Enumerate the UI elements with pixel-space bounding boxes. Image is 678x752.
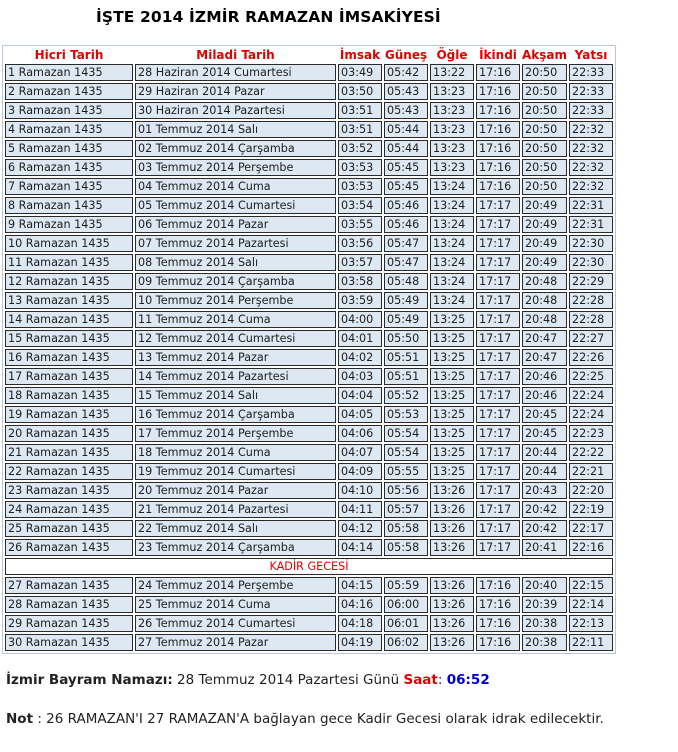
cell-ogle: 13:26	[430, 482, 474, 499]
cell-ogle: 13:26	[430, 577, 474, 594]
cell-yatsi: 22:25	[569, 368, 613, 385]
cell-yatsi: 22:23	[569, 425, 613, 442]
cell-gunes: 05:44	[384, 140, 428, 157]
header-aksam: Akşam	[522, 48, 568, 62]
cell-yatsi: 22:24	[569, 387, 613, 404]
cell-miladi: 25 Temmuz 2014 Cuma	[135, 596, 336, 613]
cell-gunes: 05:44	[384, 121, 428, 138]
cell-miladi: 11 Temmuz 2014 Cuma	[135, 311, 336, 328]
header-imsak: İmsak	[339, 48, 381, 62]
cell-hicri: 19 Ramazan 1435	[5, 406, 133, 423]
table-row	[5, 425, 613, 442]
cell-ikindi: 17:17	[476, 216, 520, 233]
cell-hicri: 25 Ramazan 1435	[5, 520, 133, 537]
cell-ikindi: 17:16	[476, 83, 520, 100]
cell-yatsi: 22:15	[569, 577, 613, 594]
cell-ogle: 13:24	[430, 273, 474, 290]
cell-miladi: 24 Temmuz 2014 Perşembe	[135, 577, 336, 594]
cell-miladi: 20 Temmuz 2014 Pazar	[135, 482, 336, 499]
cell-aksam: 20:48	[522, 311, 567, 328]
cell-aksam: 20:38	[522, 634, 567, 651]
cell-imsak: 03:59	[338, 292, 382, 309]
note-label: Not	[6, 711, 34, 727]
cell-yatsi: 22:29	[569, 273, 613, 290]
cell-imsak: 04:10	[338, 482, 382, 499]
cell-gunes: 05:46	[384, 197, 428, 214]
cell-hicri: 2 Ramazan 1435	[5, 83, 133, 100]
table-row	[5, 520, 613, 537]
cell-aksam: 20:50	[522, 121, 567, 138]
cell-ikindi: 17:16	[476, 140, 520, 157]
cell-imsak: 04:09	[338, 463, 382, 480]
cell-hicri: 18 Ramazan 1435	[5, 387, 133, 404]
cell-imsak: 03:50	[338, 83, 382, 100]
cell-gunes: 05:47	[384, 254, 428, 271]
cell-gunes: 05:54	[384, 444, 428, 461]
cell-aksam: 20:41	[522, 539, 567, 556]
cell-ogle: 13:24	[430, 235, 474, 252]
cell-aksam: 20:50	[522, 159, 567, 176]
cell-gunes: 05:49	[384, 311, 428, 328]
cell-gunes: 05:46	[384, 216, 428, 233]
cell-yatsi: 22:28	[569, 311, 613, 328]
cell-gunes: 05:47	[384, 235, 428, 252]
table-row	[5, 311, 613, 328]
cell-miladi: 21 Temmuz 2014 Pazartesi	[135, 501, 336, 518]
cell-hicri: 8 Ramazan 1435	[5, 197, 133, 214]
cell-aksam: 20:49	[522, 216, 567, 233]
cell-aksam: 20:47	[522, 349, 567, 366]
cell-gunes: 05:48	[384, 273, 428, 290]
cell-aksam: 20:50	[522, 64, 567, 81]
cell-imsak: 03:55	[338, 216, 382, 233]
bayram-date: 28 Temmuz 2014 Pazartesi Günü	[177, 672, 400, 688]
cell-miladi: 06 Temmuz 2014 Pazar	[135, 216, 336, 233]
cell-miladi: 22 Temmuz 2014 Salı	[135, 520, 336, 537]
cell-aksam: 20:50	[522, 83, 567, 100]
cell-ikindi: 17:17	[476, 311, 520, 328]
cell-gunes: 05:50	[384, 330, 428, 347]
cell-imsak: 04:18	[338, 615, 382, 632]
table-row	[5, 159, 613, 176]
cell-yatsi: 22:31	[569, 216, 613, 233]
table-row	[5, 83, 613, 100]
table-row	[5, 596, 613, 613]
cell-gunes: 05:57	[384, 501, 428, 518]
cell-gunes: 06:01	[384, 615, 428, 632]
header-yatsi: Yatsı	[569, 48, 613, 62]
cell-ogle: 13:26	[430, 501, 474, 518]
note-paragraph	[6, 710, 606, 729]
table-row	[5, 216, 613, 233]
kadir-row-group	[5, 558, 613, 575]
cell-gunes: 05:45	[384, 178, 428, 195]
cell-miladi: 02 Temmuz 2014 Çarşamba	[135, 140, 336, 157]
cell-imsak: 03:57	[338, 254, 382, 271]
cell-ogle: 13:25	[430, 463, 474, 480]
table-row	[5, 539, 613, 556]
cell-ogle: 13:25	[430, 330, 474, 347]
cell-gunes: 05:43	[384, 102, 428, 119]
cell-yatsi: 22:21	[569, 463, 613, 480]
cell-hicri: 26 Ramazan 1435	[5, 539, 133, 556]
cell-gunes: 05:58	[384, 520, 428, 537]
cell-hicri: 20 Ramazan 1435	[5, 425, 133, 442]
cell-hicri: 21 Ramazan 1435	[5, 444, 133, 461]
cell-ikindi: 17:16	[476, 577, 520, 594]
cell-miladi: 13 Temmuz 2014 Pazar	[135, 349, 336, 366]
header-hicri: Hicri Tarih	[5, 48, 133, 62]
cell-hicri: 29 Ramazan 1435	[5, 615, 133, 632]
cell-ikindi: 17:17	[476, 349, 520, 366]
cell-ikindi: 17:17	[476, 330, 520, 347]
cell-imsak: 04:14	[338, 539, 382, 556]
cell-hicri: 27 Ramazan 1435	[5, 577, 133, 594]
cell-imsak: 04:05	[338, 406, 382, 423]
bayram-namazi-line	[6, 672, 490, 688]
cell-ogle: 13:25	[430, 425, 474, 442]
cell-yatsi: 22:16	[569, 539, 613, 556]
cell-aksam: 20:46	[522, 368, 567, 385]
cell-imsak: 04:07	[338, 444, 382, 461]
table-row	[5, 406, 613, 423]
cell-imsak: 03:52	[338, 140, 382, 157]
cell-imsak: 03:53	[338, 159, 382, 176]
cell-ogle: 13:24	[430, 197, 474, 214]
cell-hicri: 9 Ramazan 1435	[5, 216, 133, 233]
cell-yatsi: 22:32	[569, 178, 613, 195]
cell-aksam: 20:49	[522, 197, 567, 214]
table-row	[5, 482, 613, 499]
cell-miladi: 05 Temmuz 2014 Cumartesi	[135, 197, 336, 214]
cell-ogle: 13:25	[430, 368, 474, 385]
cell-ikindi: 17:17	[476, 254, 520, 271]
cell-gunes: 05:42	[384, 64, 428, 81]
cell-miladi: 28 Haziran 2014 Cumartesi	[135, 64, 336, 81]
cell-ikindi: 17:16	[476, 159, 520, 176]
cell-ikindi: 17:16	[476, 596, 520, 613]
table-body-after	[5, 577, 613, 651]
cell-gunes: 05:51	[384, 368, 428, 385]
table-row	[5, 615, 613, 632]
cell-gunes: 05:59	[384, 577, 428, 594]
cell-gunes: 05:58	[384, 539, 428, 556]
cell-imsak: 04:15	[338, 577, 382, 594]
cell-aksam: 20:50	[522, 140, 567, 157]
cell-yatsi: 22:20	[569, 482, 613, 499]
table-row	[5, 64, 613, 81]
bayram-label: İzmir Bayram Namazı:	[6, 672, 173, 688]
table-row	[5, 330, 613, 347]
cell-aksam: 20:48	[522, 292, 567, 309]
cell-miladi: 10 Temmuz 2014 Perşembe	[135, 292, 336, 309]
cell-hicri: 6 Ramazan 1435	[5, 159, 133, 176]
cell-gunes: 05:53	[384, 406, 428, 423]
cell-yatsi: 22:33	[569, 102, 613, 119]
cell-yatsi: 22:17	[569, 520, 613, 537]
cell-ikindi: 17:17	[476, 539, 520, 556]
cell-ikindi: 17:17	[476, 197, 520, 214]
cell-ikindi: 17:17	[476, 520, 520, 537]
cell-ogle: 13:23	[430, 159, 474, 176]
cell-hicri: 11 Ramazan 1435	[5, 254, 133, 271]
cell-imsak: 03:51	[338, 102, 382, 119]
imsakiye-table	[2, 45, 616, 654]
cell-gunes: 05:52	[384, 387, 428, 404]
table-body-before	[5, 64, 613, 556]
header-ogle: Öğle	[430, 48, 474, 62]
cell-miladi: 26 Temmuz 2014 Cumartesi	[135, 615, 336, 632]
cell-yatsi: 22:14	[569, 596, 613, 613]
cell-ogle: 13:26	[430, 596, 474, 613]
table-row	[5, 577, 613, 594]
table-row	[5, 273, 613, 290]
bayram-time: 06:52	[446, 672, 490, 688]
cell-ikindi: 17:16	[476, 102, 520, 119]
cell-hicri: 12 Ramazan 1435	[5, 273, 133, 290]
cell-miladi: 03 Temmuz 2014 Perşembe	[135, 159, 336, 176]
table-row	[5, 387, 613, 404]
cell-aksam: 20:49	[522, 235, 567, 252]
cell-aksam: 20:43	[522, 482, 567, 499]
cell-hicri: 24 Ramazan 1435	[5, 501, 133, 518]
cell-aksam: 20:44	[522, 444, 567, 461]
cell-ogle: 13:23	[430, 140, 474, 157]
cell-ikindi: 17:16	[476, 121, 520, 138]
cell-miladi: 17 Temmuz 2014 Perşembe	[135, 425, 336, 442]
cell-hicri: 10 Ramazan 1435	[5, 235, 133, 252]
table-row	[5, 368, 613, 385]
cell-imsak: 04:12	[338, 520, 382, 537]
cell-miladi: 18 Temmuz 2014 Cuma	[135, 444, 336, 461]
cell-imsak: 03:53	[338, 178, 382, 195]
cell-ikindi: 17:17	[476, 387, 520, 404]
cell-yatsi: 22:22	[569, 444, 613, 461]
cell-ogle: 13:26	[430, 615, 474, 632]
cell-yatsi: 22:26	[569, 349, 613, 366]
cell-hicri: 3 Ramazan 1435	[5, 102, 133, 119]
table-row	[5, 178, 613, 195]
cell-hicri: 28 Ramazan 1435	[5, 596, 133, 613]
cell-miladi: 14 Temmuz 2014 Pazartesi	[135, 368, 336, 385]
cell-aksam: 20:46	[522, 387, 567, 404]
cell-yatsi: 22:32	[569, 140, 613, 157]
cell-hicri: 7 Ramazan 1435	[5, 178, 133, 195]
cell-imsak: 04:01	[338, 330, 382, 347]
cell-imsak: 04:19	[338, 634, 382, 651]
cell-yatsi: 22:24	[569, 406, 613, 423]
table-row	[5, 444, 613, 461]
table-row	[5, 254, 613, 271]
bayram-colon: :	[437, 672, 443, 688]
table-row	[5, 235, 613, 252]
cell-hicri: 13 Ramazan 1435	[5, 292, 133, 309]
cell-miladi: 30 Haziran 2014 Pazartesi	[135, 102, 336, 119]
cell-hicri: 15 Ramazan 1435	[5, 330, 133, 347]
cell-aksam: 20:42	[522, 501, 567, 518]
cell-imsak: 03:58	[338, 273, 382, 290]
cell-ikindi: 17:17	[476, 235, 520, 252]
cell-ikindi: 17:16	[476, 615, 520, 632]
cell-ogle: 13:22	[430, 64, 474, 81]
cell-aksam: 20:44	[522, 463, 567, 480]
cell-ikindi: 17:17	[476, 292, 520, 309]
cell-gunes: 05:54	[384, 425, 428, 442]
cell-ogle: 13:26	[430, 520, 474, 537]
table-row	[5, 292, 613, 309]
cell-ikindi: 17:16	[476, 634, 520, 651]
cell-hicri: 16 Ramazan 1435	[5, 349, 133, 366]
cell-ogle: 13:25	[430, 387, 474, 404]
cell-yatsi: 22:31	[569, 197, 613, 214]
header-ikindi: İkindi	[476, 48, 520, 62]
cell-hicri: 1 Ramazan 1435	[5, 64, 133, 81]
cell-yatsi: 22:13	[569, 615, 613, 632]
cell-gunes: 05:51	[384, 349, 428, 366]
cell-aksam: 20:45	[522, 406, 567, 423]
cell-imsak: 03:49	[338, 64, 382, 81]
cell-ogle: 13:23	[430, 121, 474, 138]
page-title: İŞTE 2014 İZMİR RAMAZAN İMSAKİYESİ	[96, 8, 441, 26]
kadir-gecesi-row	[5, 558, 613, 575]
header-gunes: Güneş	[384, 48, 428, 62]
table-row	[5, 463, 613, 480]
cell-aksam: 20:49	[522, 254, 567, 271]
cell-imsak: 04:00	[338, 311, 382, 328]
cell-ogle: 13:24	[430, 216, 474, 233]
cell-ogle: 13:23	[430, 83, 474, 100]
cell-ogle: 13:23	[430, 102, 474, 119]
table-row	[5, 140, 613, 157]
cell-ogle: 13:25	[430, 349, 474, 366]
cell-yatsi: 22:27	[569, 330, 613, 347]
cell-ikindi: 17:17	[476, 482, 520, 499]
cell-ikindi: 17:17	[476, 368, 520, 385]
cell-yatsi: 22:32	[569, 159, 613, 176]
cell-hicri: 17 Ramazan 1435	[5, 368, 133, 385]
cell-hicri: 23 Ramazan 1435	[5, 482, 133, 499]
kadir-gecesi-label: KADİR GECESİ	[5, 558, 613, 575]
cell-miladi: 23 Temmuz 2014 Çarşamba	[135, 539, 336, 556]
cell-ogle: 13:25	[430, 406, 474, 423]
cell-ogle: 13:25	[430, 311, 474, 328]
note-text: : 26 RAMAZAN'I 27 RAMAZAN'A bağlayan gece Kadir Gecesi olarak idrak edilecektir.	[37, 711, 604, 727]
cell-hicri: 4 Ramazan 1435	[5, 121, 133, 138]
cell-miladi: 27 Temmuz 2014 Pazar	[135, 634, 336, 651]
cell-aksam: 20:45	[522, 425, 567, 442]
cell-gunes: 05:56	[384, 482, 428, 499]
cell-hicri: 14 Ramazan 1435	[5, 311, 133, 328]
cell-hicri: 5 Ramazan 1435	[5, 140, 133, 157]
cell-imsak: 04:02	[338, 349, 382, 366]
table-row	[5, 197, 613, 214]
cell-imsak: 04:03	[338, 368, 382, 385]
cell-aksam: 20:39	[522, 596, 567, 613]
cell-ogle: 13:24	[430, 178, 474, 195]
cell-miladi: 01 Temmuz 2014 Salı	[135, 121, 336, 138]
cell-gunes: 05:45	[384, 159, 428, 176]
cell-gunes: 05:55	[384, 463, 428, 480]
cell-yatsi: 22:32	[569, 121, 613, 138]
cell-imsak: 04:11	[338, 501, 382, 518]
table-row	[5, 501, 613, 518]
cell-gunes: 05:43	[384, 83, 428, 100]
cell-yatsi: 22:30	[569, 235, 613, 252]
cell-aksam: 20:47	[522, 330, 567, 347]
cell-ogle: 13:24	[430, 292, 474, 309]
cell-aksam: 20:40	[522, 577, 567, 594]
cell-gunes: 05:49	[384, 292, 428, 309]
table-header-row	[5, 48, 613, 62]
table-row	[5, 121, 613, 138]
cell-aksam: 20:42	[522, 520, 567, 537]
cell-gunes: 06:00	[384, 596, 428, 613]
cell-aksam: 20:50	[522, 178, 567, 195]
cell-hicri: 22 Ramazan 1435	[5, 463, 133, 480]
cell-imsak: 04:16	[338, 596, 382, 613]
cell-imsak: 04:04	[338, 387, 382, 404]
cell-ikindi: 17:17	[476, 406, 520, 423]
cell-aksam: 20:50	[522, 102, 567, 119]
cell-imsak: 03:56	[338, 235, 382, 252]
cell-hicri: 30 Ramazan 1435	[5, 634, 133, 651]
cell-miladi: 07 Temmuz 2014 Pazartesi	[135, 235, 336, 252]
cell-yatsi: 22:19	[569, 501, 613, 518]
cell-yatsi: 22:33	[569, 64, 613, 81]
cell-miladi: 15 Temmuz 2014 Salı	[135, 387, 336, 404]
cell-ikindi: 17:17	[476, 273, 520, 290]
cell-miladi: 04 Temmuz 2014 Cuma	[135, 178, 336, 195]
cell-imsak: 03:51	[338, 121, 382, 138]
cell-yatsi: 22:33	[569, 83, 613, 100]
cell-imsak: 04:06	[338, 425, 382, 442]
cell-aksam: 20:38	[522, 615, 567, 632]
cell-ogle: 13:26	[430, 539, 474, 556]
cell-aksam: 20:48	[522, 273, 567, 290]
cell-miladi: 09 Temmuz 2014 Çarşamba	[135, 273, 336, 290]
header-miladi: Miladi Tarih	[135, 48, 336, 62]
cell-ikindi: 17:17	[476, 501, 520, 518]
cell-imsak: 03:54	[338, 197, 382, 214]
cell-ogle: 13:25	[430, 444, 474, 461]
cell-ogle: 13:24	[430, 254, 474, 271]
cell-miladi: 16 Temmuz 2014 Çarşamba	[135, 406, 336, 423]
cell-ogle: 13:26	[430, 634, 474, 651]
cell-ikindi: 17:17	[476, 463, 520, 480]
cell-gunes: 06:02	[384, 634, 428, 651]
cell-miladi: 19 Temmuz 2014 Cumartesi	[135, 463, 336, 480]
cell-yatsi: 22:28	[569, 292, 613, 309]
table-row	[5, 349, 613, 366]
table-row	[5, 102, 613, 119]
cell-miladi: 29 Haziran 2014 Pazar	[135, 83, 336, 100]
cell-miladi: 12 Temmuz 2014 Cumartesi	[135, 330, 336, 347]
cell-yatsi: 22:30	[569, 254, 613, 271]
cell-ikindi: 17:16	[476, 64, 520, 81]
bayram-saat-label: Saat	[403, 672, 438, 688]
cell-ikindi: 17:16	[476, 178, 520, 195]
table-row	[5, 634, 613, 651]
cell-miladi: 08 Temmuz 2014 Salı	[135, 254, 336, 271]
cell-ikindi: 17:17	[476, 425, 520, 442]
cell-ikindi: 17:17	[476, 444, 520, 461]
cell-yatsi: 22:11	[569, 634, 613, 651]
